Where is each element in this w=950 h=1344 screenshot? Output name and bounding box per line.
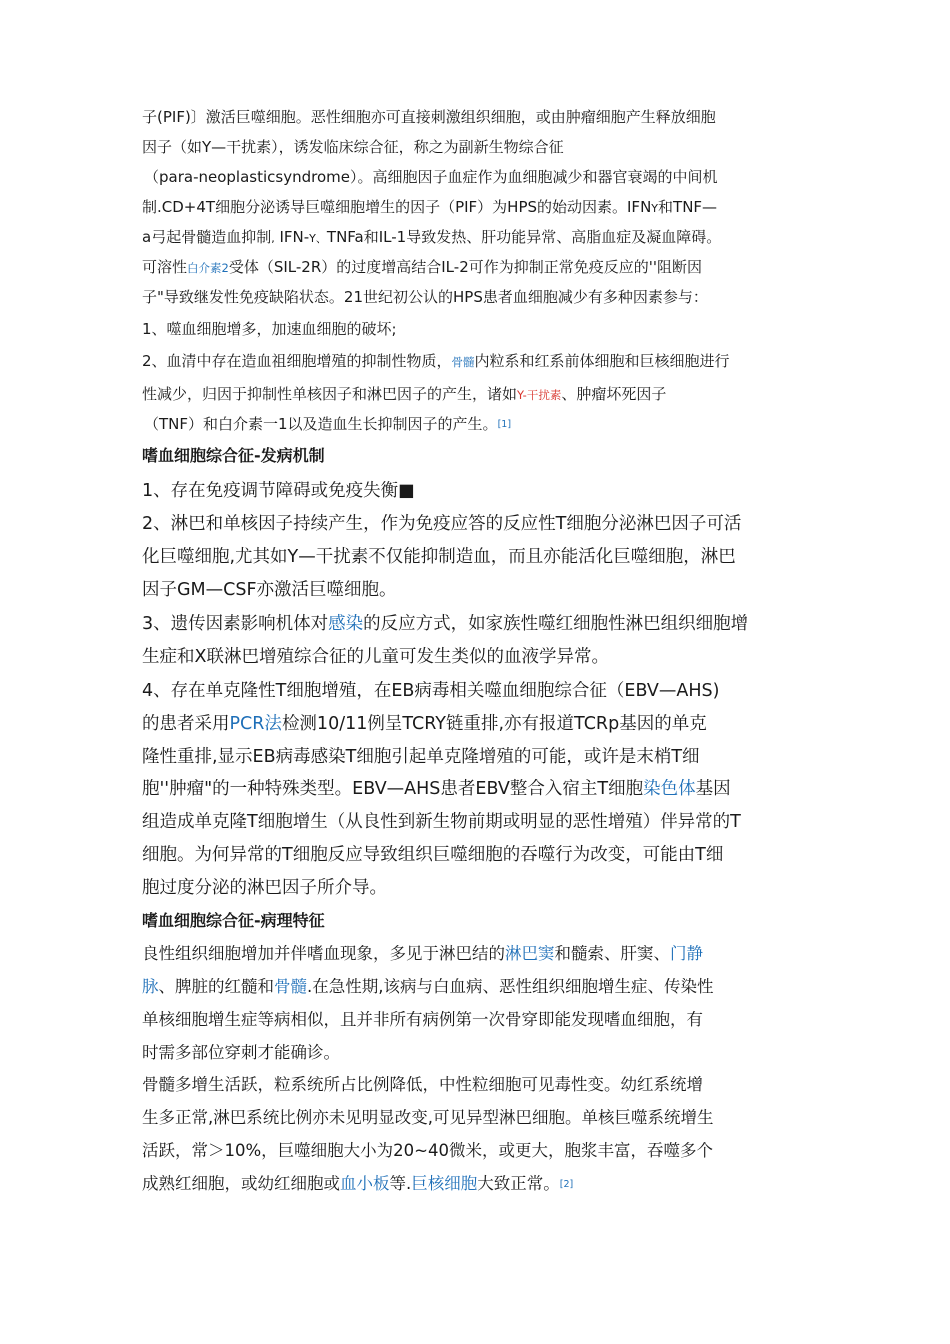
text-line xyxy=(142,610,748,635)
text: 1、噬血细胞增多，加速血细胞的破坏; xyxy=(142,320,397,338)
text-line xyxy=(142,1071,703,1095)
text: 良性组织细胞增加并伴嗜血现象，多见于淋巴结的 xyxy=(142,944,505,963)
link-bone-marrow[interactable]: 骨髓 xyxy=(451,355,475,369)
text-line xyxy=(142,226,721,247)
text-line xyxy=(142,1039,340,1063)
link-infection[interactable]: 感染 xyxy=(328,614,364,634)
text-line xyxy=(142,973,714,997)
text: 组造成单克隆T细胞增生（从良性到新生物前期或明显的恶性增殖）伴异常的T xyxy=(142,812,741,832)
text-line xyxy=(142,286,708,307)
link-lymph-sinus[interactable]: 淋巴窦 xyxy=(505,944,555,963)
text-line xyxy=(142,106,716,127)
text-line xyxy=(142,940,703,964)
text-line xyxy=(142,383,666,404)
text-line xyxy=(142,256,702,277)
text: , xyxy=(271,232,275,245)
text: .在急性期,该病与白血病、恶性组织细胞增生症、传染性 xyxy=(307,977,714,996)
text-line xyxy=(142,841,723,866)
text: 可溶性 xyxy=(142,258,188,276)
text: 因子GM—CSF亦激活巨噬细胞。 xyxy=(142,580,397,600)
text: 时需多部位穿刺才能确诊。 xyxy=(142,1043,340,1062)
text-line xyxy=(142,677,719,702)
text-line xyxy=(142,643,609,668)
text: 和髓索、肝窦、 xyxy=(554,944,670,963)
heading-text: 嗜血细胞综合征-病理特征 xyxy=(142,911,325,930)
text: Y、 xyxy=(309,232,327,245)
text: 3、遗传因素影响机体对 xyxy=(142,614,329,634)
text: 2、淋巴和单核因子持续产生，作为免疫应答的反应性T细胞分泌淋巴因子可活 xyxy=(142,514,742,534)
text-line xyxy=(142,350,730,371)
text-line xyxy=(142,1137,713,1161)
text: 、脾脏的红髓和 xyxy=(158,977,274,996)
text-line xyxy=(142,318,397,339)
text: （TNF）和白介素一1以及造血生长抑制因子的产生。 xyxy=(144,415,498,433)
text: 大致正常。 xyxy=(477,1174,560,1193)
text: Y xyxy=(651,202,659,215)
text: 基因 xyxy=(695,779,731,799)
text-line xyxy=(142,775,731,800)
text: 骨髓多增生活跃，粒系统所占比例降低，中性粒细胞可见毒性变。幼红系统增 xyxy=(142,1075,703,1094)
text-line xyxy=(142,808,741,833)
text-line xyxy=(142,510,741,535)
reference-link[interactable]: [1] xyxy=(497,419,512,430)
section-heading xyxy=(142,908,325,931)
link-bone-marrow[interactable]: 骨髓 xyxy=(274,977,307,996)
text: 4、存在单克隆性T细胞增殖，在EB病毒相关噬血细胞综合征（EBV—AHS) xyxy=(142,681,720,701)
text: a弓起骨髓造血抑制 xyxy=(142,228,272,246)
text: IFN- xyxy=(279,228,310,246)
text-line xyxy=(142,1006,703,1030)
text-line xyxy=(142,1104,714,1128)
text: 生多正常,淋巴系统比例亦未见明显改变,可见异型淋巴细胞。单核巨噬系统增生 xyxy=(142,1108,714,1127)
section-heading xyxy=(142,443,325,466)
text: 隆性重排,显示EB病毒感染T细胞引起单克隆增殖的可能，或许是末梢T细 xyxy=(142,747,700,767)
link-interleukin-2[interactable]: 白介素2 xyxy=(187,261,229,275)
reference-link[interactable]: [2] xyxy=(559,1179,574,1190)
text: 活跃，常＞10%，巨噬细胞大小为20~40微米，或更大，胞浆丰富，吞噬多个 xyxy=(142,1141,713,1160)
text-line xyxy=(144,166,717,187)
text: 和TNF— xyxy=(658,198,718,216)
text: 化巨噬细胞,尤其如Y—干扰素不仅能抑制造血，而且亦能活化巨噬细胞，淋巴 xyxy=(142,547,736,567)
text: TNFa和IL-1导致发热、肝功能异常、高脂血症及凝血障碍。 xyxy=(326,228,722,246)
text: 性减少，归因于抑制性单核因子和淋巴因子的产生，诸如 xyxy=(142,385,518,403)
link-interferon-gamma[interactable]: Y-干扰素 xyxy=(517,388,562,402)
text-line xyxy=(142,136,564,157)
text: 单核细胞增生症等病相似，且并非所有病例第一次骨穿即能发现嗜血细胞，有 xyxy=(142,1010,703,1029)
link-portal-vein[interactable]: 门静 xyxy=(670,944,703,963)
link-pcr[interactable]: PCR法 xyxy=(229,714,282,734)
text-line xyxy=(144,413,511,434)
text-line xyxy=(142,477,415,502)
link-portal-vein[interactable]: 脉 xyxy=(142,977,159,996)
text: 细胞。为何异常的T细胞反应导致组织巨噬细胞的吞噬行为改变，可能由T细 xyxy=(142,845,724,865)
text: 等. xyxy=(389,1174,412,1193)
text: 胞过度分泌的淋巴因子所介导。 xyxy=(142,878,387,898)
text-line xyxy=(142,1170,573,1194)
text-line xyxy=(142,710,707,735)
text: 制.CD+4T细胞分泌诱导巨噬细胞增生的因子（PIF）为HPS的始动因素。IFN xyxy=(142,198,652,216)
text-line xyxy=(142,874,387,899)
text-line xyxy=(142,576,397,601)
text: 的反应方式，如家族性噬红细胞性淋巴组织细胞增 xyxy=(363,614,749,634)
text: 胞''肿瘤"的一种特殊类型。EBV—AHS患者EBV整合入宿主T细胞 xyxy=(142,779,644,799)
text: 2、血清中存在造血祖细胞增殖的抑制性物质， xyxy=(142,352,452,370)
text: 检测10/11例呈TCRY链重排,亦有报道TCRp基因的单克 xyxy=(281,714,707,734)
text: 1、存在免疫调节障碍或免疫失衡■ xyxy=(142,481,415,501)
text: 子"导致继发性免疫缺陷状态。21世纪初公认的HPS患者血细胞减少有多种因素参与： xyxy=(142,288,708,306)
text: 、肿瘤坏死因子 xyxy=(561,385,667,403)
text: 成熟红细胞，或幼红细胞或 xyxy=(142,1174,340,1193)
text-line xyxy=(142,743,700,768)
link-megakaryocyte[interactable]: 巨核细胞 xyxy=(411,1174,478,1193)
text: 子(PIF)〕激活巨噬细胞。恶性细胞亦可直接刺激组织细胞，或由肿瘤细胞产生释放细胞 xyxy=(142,108,716,126)
text: 的患者采用 xyxy=(142,714,230,734)
text: 内粒系和红系前体细胞和巨核细胞进行 xyxy=(474,352,730,370)
heading-text: 嗜血细胞综合征-发病机制 xyxy=(142,446,325,465)
link-platelet[interactable]: 血小板 xyxy=(340,1174,390,1193)
text-line xyxy=(142,196,717,217)
text: 因子（如Y—干扰素），诱发临床综合征，称之为副新生物综合征 xyxy=(142,138,564,156)
text: （para-neoplasticsyndrome）。高细胞因子血症作为血细胞减少和器官衰竭的中间机 xyxy=(144,168,718,186)
text: 生症和X联淋巴增殖综合征的儿童可发生类似的血液学异常。 xyxy=(142,647,609,667)
text-line xyxy=(142,543,736,568)
text: 受体（SIL-2R）的过度增高结合IL-2可作为抑制正常免疫反应的''阻断因 xyxy=(228,258,702,276)
link-chromosome[interactable]: 染色体 xyxy=(643,779,696,799)
